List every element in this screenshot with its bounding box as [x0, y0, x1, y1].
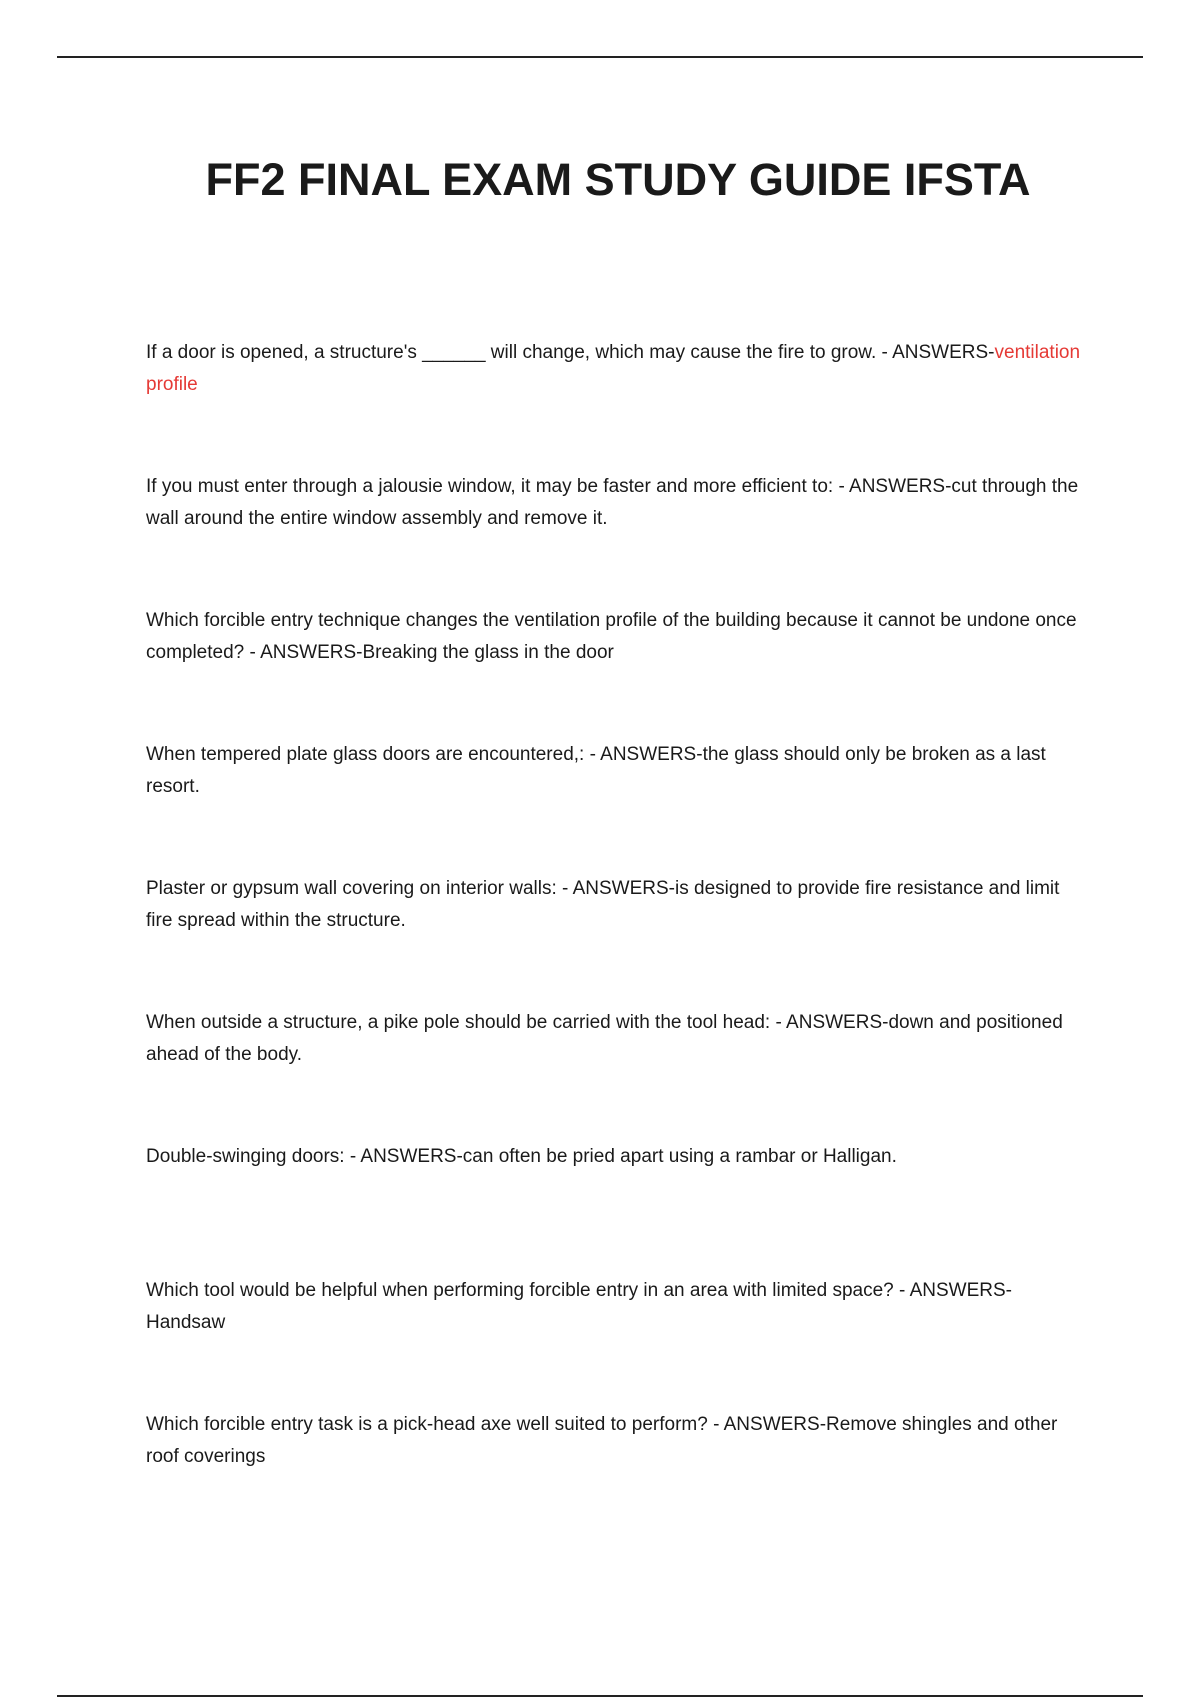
- answer-text: Remove shingles and other roof coverings: [146, 1414, 1058, 1467]
- answer-text: Breaking the glass in the door: [362, 641, 614, 663]
- answer-text: ventilation profile: [146, 342, 1081, 395]
- question-text: Which tool would be helpful when performing forcible entry in an area with limited space? - ANSWERS-: [146, 1280, 1012, 1301]
- question-text: Which forcible entry technique changes the ventilation profile of the building because it cannot be undone once completed? - ANSWERS-: [146, 610, 1077, 663]
- qa-item: [146, 1409, 1086, 1543]
- question-text: If a door is opened, a structure's ______ will change, which may cause the fire to grow. - ANSWERS-: [146, 342, 995, 363]
- qa-item: [146, 337, 1086, 471]
- answer-text: cut through the wall around the entire window assembly and remove it.: [146, 476, 1079, 529]
- question-text: Double-swinging doors: - ANSWERS-: [146, 1146, 463, 1167]
- qa-item: [146, 471, 1086, 605]
- question-text: When tempered plate glass doors are encountered,: - ANSWERS-: [146, 744, 703, 765]
- qa-item: [146, 1275, 1086, 1409]
- answer-text: can often be pried apart using a rambar or Halligan.: [462, 1146, 897, 1167]
- question-text: When outside a structure, a pike pole should be carried with the tool head: - ANSWERS-: [146, 1012, 889, 1033]
- qa-item: [146, 739, 1086, 873]
- answer-text: Handsaw: [146, 1311, 226, 1333]
- qa-list: [146, 337, 1086, 1543]
- qa-item: [146, 873, 1086, 1007]
- qa-item: [146, 605, 1086, 739]
- answer-text: is designed to provide fire resistance and limit fire spread within the structure.: [146, 878, 1060, 931]
- question-text: Plaster or gypsum wall covering on interior walls: - ANSWERS-: [146, 878, 676, 899]
- answer-text: the glass should only be broken as a last resort.: [146, 744, 1046, 797]
- top-rule: [57, 56, 1143, 58]
- bottom-rule: [57, 1695, 1143, 1697]
- question-text: Which forcible entry task is a pick-head axe well suited to perform? - ANSWERS-: [146, 1414, 827, 1435]
- question-text: If you must enter through a jalousie window, it may be faster and more efficient to: - ANSWERS-: [146, 476, 952, 497]
- qa-item: [146, 1141, 1086, 1275]
- page-title: FF2 FINAL EXAM STUDY GUIDE IFSTA: [205, 154, 1031, 205]
- qa-item: [146, 1007, 1086, 1141]
- answer-text: down and positioned ahead of the body.: [146, 1012, 1063, 1065]
